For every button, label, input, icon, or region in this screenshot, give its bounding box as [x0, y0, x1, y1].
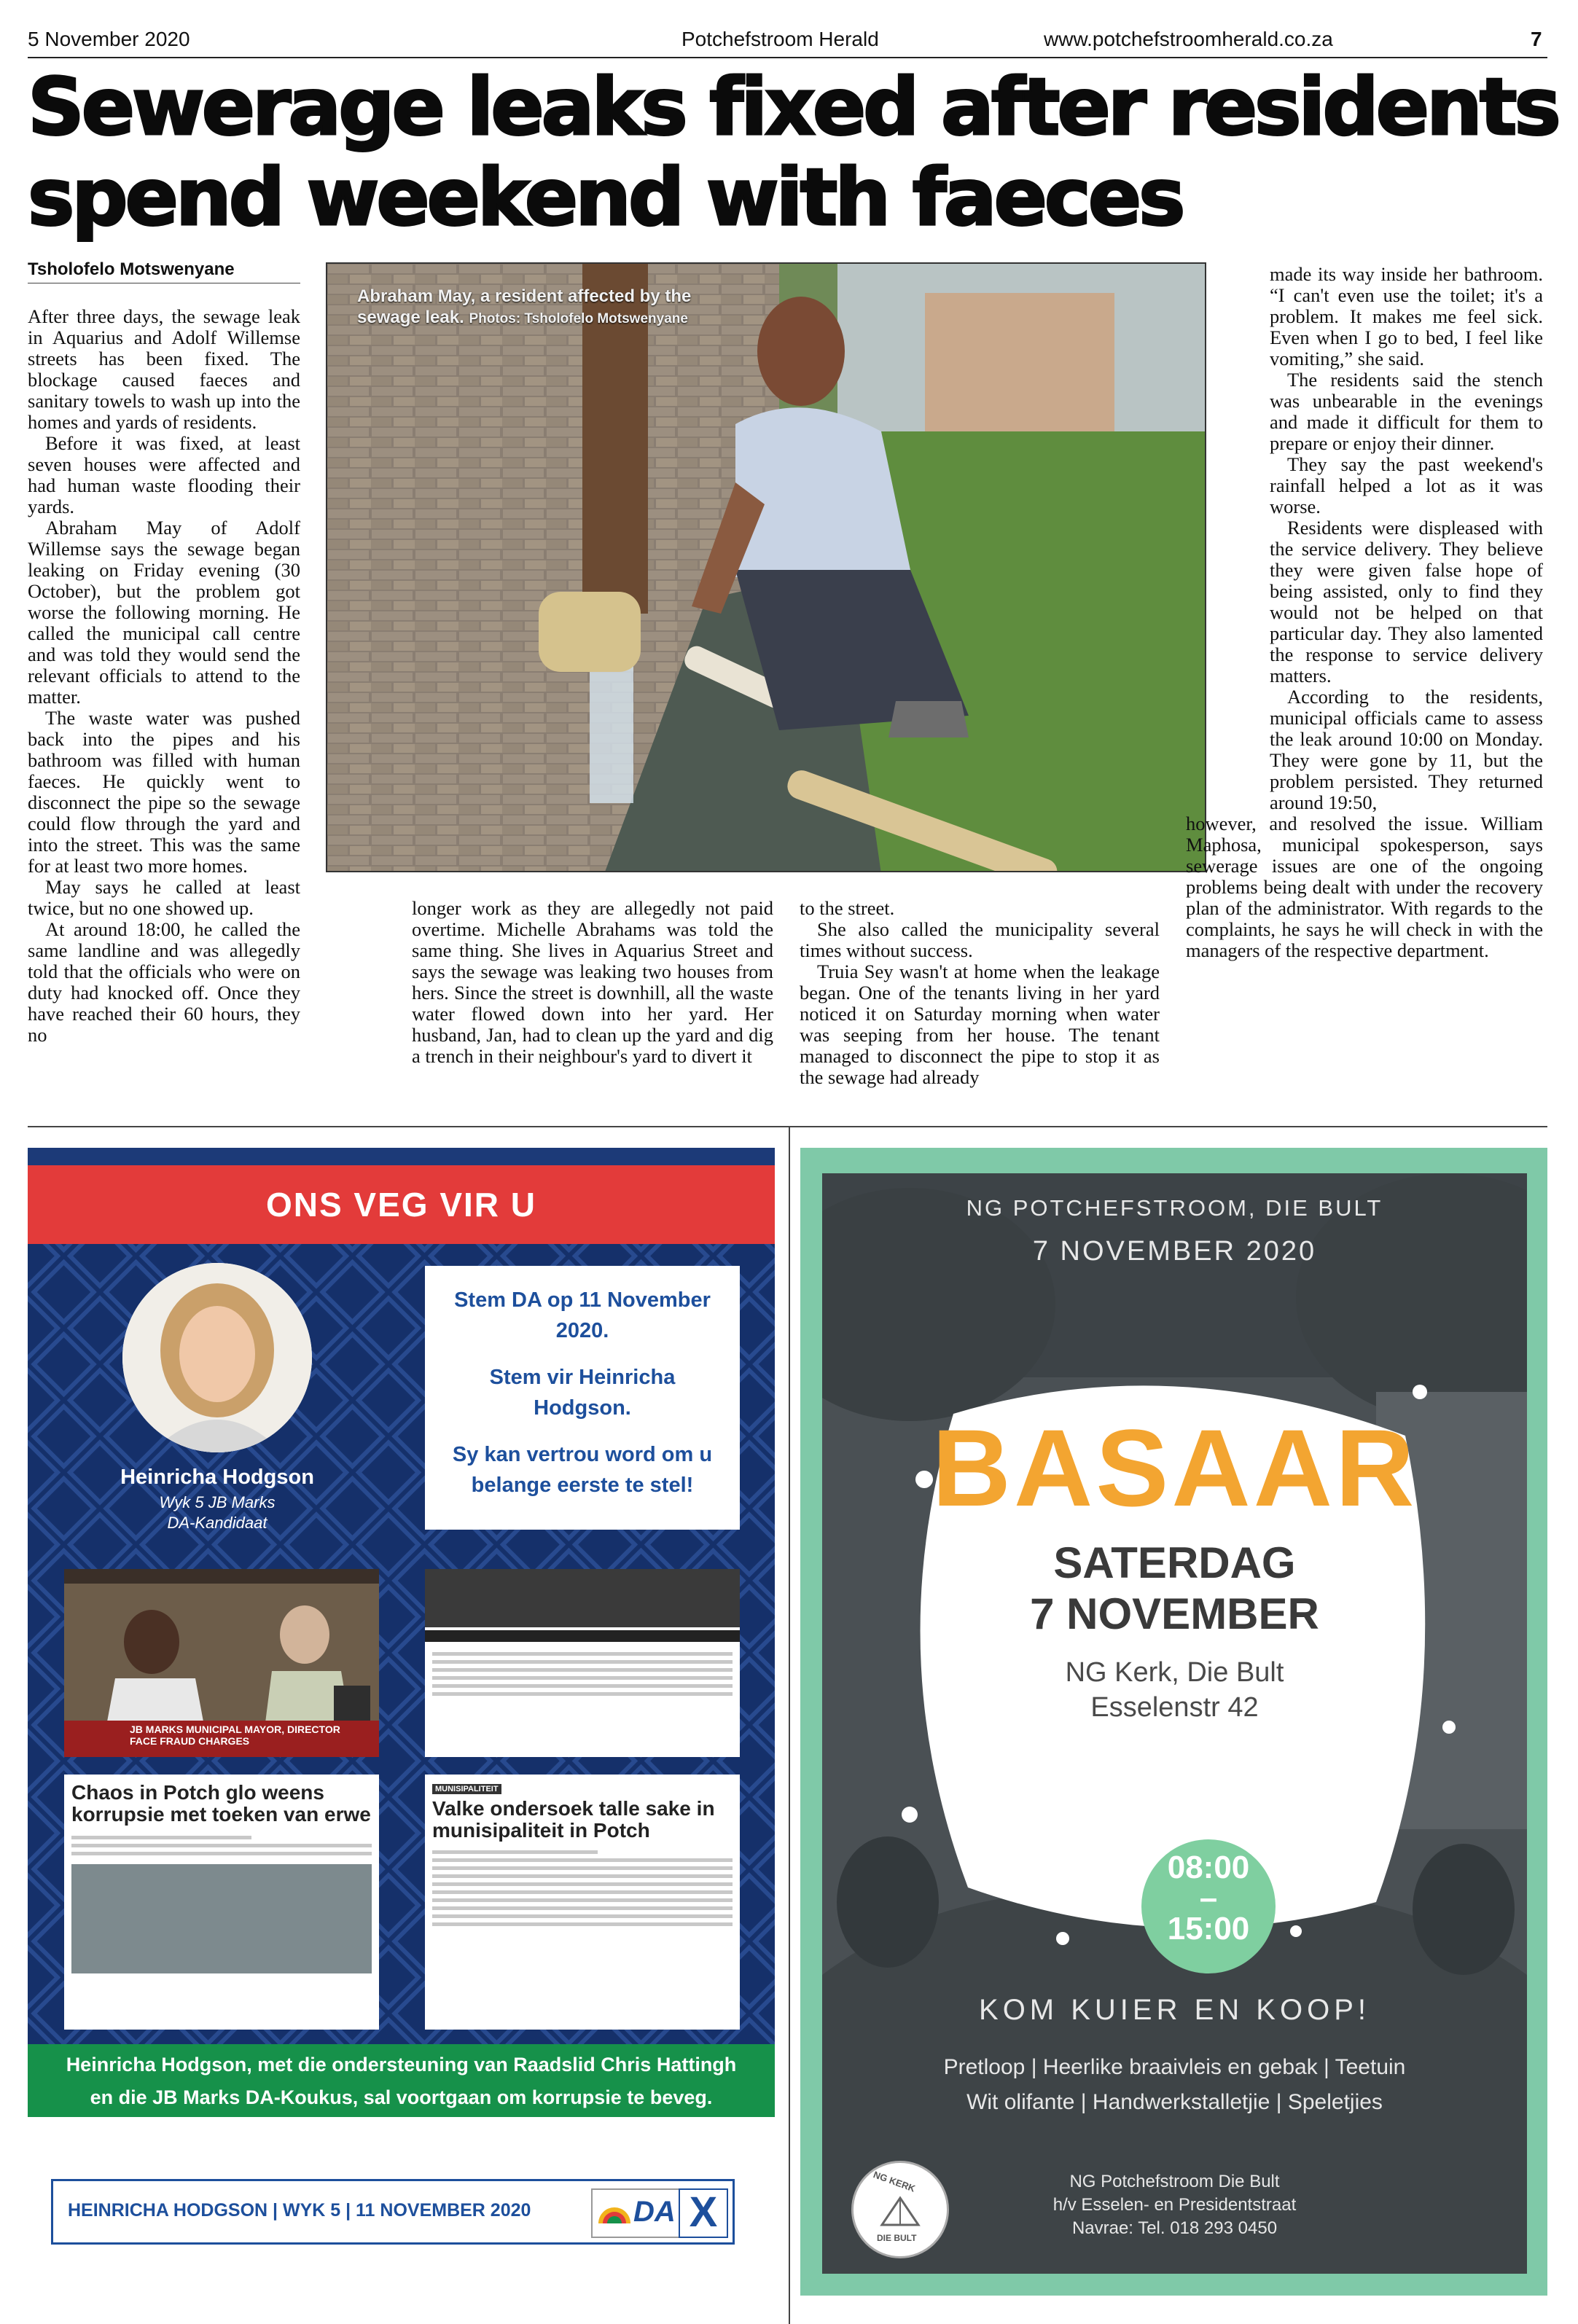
clipping-text-line	[432, 1890, 733, 1894]
tv-news-headline: JB MARKS MUNICIPAL MAYOR, DIRECTOR FACE FRAUD CHARGES	[130, 1724, 340, 1747]
clipping-text-line	[432, 1668, 733, 1672]
time-dash: –	[1199, 1880, 1218, 1916]
paragraph: The residents said the stench was unbearable in the evenings and made it difficult for them to prepare or enjoy their dinner.	[1270, 369, 1543, 454]
clipping-text-line	[71, 1844, 372, 1847]
basaar-day: SATERDAG	[1053, 1538, 1296, 1587]
headline	[28, 63, 1558, 243]
news-clipping-photo	[425, 1569, 740, 1757]
paragraph: According to the residents, municipal officials came to assess the leak around 10:00 on Monday. They were gone by 11, but the problem persisted. They returned around 19:50,	[1270, 686, 1543, 813]
basaar-activities-1: Pretloop | Heerlike braaivleis en gebak | Teetuin	[943, 2055, 1406, 2079]
basaar-footer-name: NG Potchefstroom Die Bult	[1069, 2172, 1280, 2191]
paragraph: Truia Sey wasn't at home when the leakage began. One of the tenants living in her yard noticed it on Saturday morning when water was seeping from her house. The tenant managed to disconnect the pipe to stop it as the sewage had already	[800, 960, 1160, 1088]
clipping-text-line	[432, 1922, 733, 1926]
issue-date: 5 November 2020	[28, 28, 190, 50]
basaar-date-header: 7 NOVEMBER 2020	[1032, 1236, 1317, 1267]
section-divider	[28, 1126, 1547, 1127]
seal-top-text: NG KERK	[872, 2169, 917, 2194]
clipping-text-line	[432, 1882, 733, 1886]
paragraph: The waste water was pushed back into the pipes and his bathroom was filled with human faeces. He quickly went to disconnect the pipe so the sewage could flow through the yard and into the street. This was the same for at least two more homes.	[28, 707, 300, 877]
clipping-text-line	[432, 1692, 733, 1696]
clipping-text-line	[432, 1914, 733, 1918]
clipping-text-line	[432, 1858, 733, 1862]
paragraph: Residents were displeased with the service delivery. They believe they were given false hope of being assisted, only to find they would not be helped on that particular day. They also lamented the response to service delivery matters.	[1270, 517, 1543, 686]
da-logo	[591, 2188, 680, 2238]
article-column-4	[1186, 264, 1543, 961]
candidate-portrait	[122, 1263, 312, 1452]
article-column-3	[800, 898, 1160, 1088]
headline-line-1: Sewerage leaks fixed after residents	[28, 62, 1558, 153]
ad-divider	[789, 1126, 790, 2324]
caption-text: Abraham May, a resident affected by the sewage leak.	[357, 286, 692, 327]
support-line-1: Heinricha Hodgson, met die ondersteuning van Raadslid Chris Hattingh	[66, 2054, 737, 2075]
clipping-text-line	[432, 1898, 733, 1902]
clipping-text-line	[71, 1836, 251, 1839]
paragraph: Before it was fixed, at least seven houses were affected and had human waste flooding their yards.	[28, 432, 300, 517]
da-ballot-strip	[51, 2179, 735, 2245]
clipping-image	[425, 1569, 740, 1627]
newspaper-name: Potchefstroom Herald	[681, 28, 879, 50]
tv-news-still	[64, 1569, 379, 1757]
vote-x-icon: X	[679, 2188, 728, 2238]
clipping-text-line	[432, 1660, 733, 1664]
paragraph: Abraham May of Adolf Willemse says the sewage began leaking on Friday evening (30 October), but the problem got worse the following morning. He called the municipal call centre and was told they would send the relevant officials to attend to the matter.	[28, 517, 300, 708]
basaar-venue: NG Kerk, Die Bult	[1065, 1657, 1284, 1688]
photo-credit: Photos: Tsholofelo Motswenyane	[469, 311, 688, 326]
basaar-day-date: 7 NOVEMBER	[1030, 1589, 1319, 1638]
news-clipping-chaos	[64, 1775, 379, 2030]
support-line-2: en die JB Marks DA-Koukus, sal voortgaan om korrupsie te beveg.	[90, 2086, 713, 2108]
paragraph: longer work as they are allegedly not paid overtime. Michelle Abrahams was told the same thing. She lives in Aquarius Street and says the sewage was leaking two houses from hers. Since the street is downhill, all the waste water flowed down into her yard. Her husband, Jan, had to clean up the yard and dig a trench in their neighbour's yard to divert it	[412, 897, 773, 1067]
paragraph: After three days, the sewage leak in Aquarius and Adolf Willemse streets has been fixed. The blockage caused faeces and sanitary towels to wash up into the homes and yards of residents.	[28, 305, 300, 433]
clipping-caption-bar	[425, 1630, 740, 1642]
clipping-text-line	[432, 1874, 733, 1878]
clipping-text-line	[432, 1652, 733, 1656]
clipping-text-line	[432, 1684, 733, 1688]
article-photo	[326, 262, 1206, 872]
clipping-image	[71, 1864, 372, 1973]
candidate-role: DA-Kandidaat	[167, 1514, 267, 1532]
paragraph: May says he called at least twice, but no one showed up.	[28, 876, 300, 919]
headline-line-2: spend weekend with faeces	[28, 152, 1183, 243]
paragraph: She also called the municipality several times without success.	[800, 918, 1160, 961]
page-number: 7	[1531, 28, 1542, 50]
paragraph: to the street.	[800, 897, 895, 919]
time-start: 08:00	[1167, 1850, 1250, 1885]
clipping-title: Chaos in Potch glo weens korrupsie met toeken van erwe	[71, 1781, 371, 1826]
da-green-banner	[28, 2044, 775, 2117]
basaar-footer-address: h/v Esselen- en Presidentstraat	[1052, 2195, 1297, 2215]
clipping-kicker: MUNISIPALITEIT	[432, 1784, 501, 1794]
photo-caption	[357, 286, 700, 329]
trust-text: Sy kan vertrou word om u belange eerste te stel!	[452, 1443, 713, 1497]
candidate-name: Heinricha Hodgson	[120, 1466, 314, 1489]
clipping-text-line	[432, 1866, 733, 1870]
basaar-organiser: NG POTCHEFSTROOM, DIE BULT	[966, 1195, 1383, 1221]
paragraph: They say the past weekend's rainfall helped a lot as it was worse.	[1270, 453, 1543, 517]
clipping-text-line	[71, 1852, 372, 1855]
da-top-bar	[28, 1148, 775, 1165]
da-advert	[28, 1148, 775, 2117]
column-4-top	[1186, 264, 1543, 813]
photo-illustration	[327, 264, 1206, 872]
basaar-advert	[822, 1173, 1527, 2274]
da-logo-text: DA	[633, 2196, 676, 2228]
portrait-illustration	[122, 1263, 312, 1452]
byline: Tsholofelo Motswenyane	[28, 259, 300, 283]
vote-date-text: Stem DA op 11 November 2020.	[454, 1288, 711, 1342]
vote-message-box	[425, 1266, 740, 1530]
clipping-title: Valke ondersoek talle sake in munisipaliteit in Potch	[432, 1797, 715, 1842]
news-clipping-valke	[425, 1775, 740, 2030]
basaar-footer-phone: Navrae: Tel. 018 293 0450	[1071, 2218, 1278, 2238]
vote-candidate-text: Stem vir Heinricha Hodgson.	[489, 1366, 676, 1420]
paragraph: however, and resolved the issue. William Maphosa, municipal spokesperson, says sewerage issues are one of the ongoing problems being dealt with under the recovery plan of the administrator. With regards to the complaints, he says he will check in with the managers of the respective department.	[1186, 813, 1543, 961]
clipping-text-line	[432, 1676, 733, 1680]
masthead-rule	[28, 57, 1547, 58]
seal-bottom-text: DIE BULT	[877, 2233, 917, 2243]
candidate-ward: Wyk 5 JB Marks	[159, 1493, 276, 1511]
da-banner: ONS VEG VIR U	[28, 1165, 775, 1244]
paragraph: made its way inside her bathroom. “I can't even use the toilet; it's a problem. It makes me feel sick. Even when I go to bed, I feel like vomiting,” she said.	[1270, 263, 1543, 369]
article-column-2	[412, 898, 773, 1067]
ballot-strip-text: HEINRICHA HODGSON | WYK 5 | 11 NOVEMBER 2020	[68, 2200, 531, 2221]
basaar-time	[1141, 1850, 1276, 1947]
website-link[interactable]: www.potchefstroomherald.co.za	[1044, 28, 1333, 50]
basaar-address: Esselenstr 42	[1090, 1692, 1259, 1723]
basaar-slogan: KOM KUIER EN KOOP!	[979, 1994, 1370, 2026]
paragraph: At around 18:00, he called the same landline and was allegedly told that the officials who were on duty had knocked off. Once they have reached their 60 hours, they no	[28, 918, 300, 1046]
clipping-text-line	[432, 1850, 598, 1854]
time-end: 15:00	[1167, 1911, 1250, 1947]
basaar-title: BASAAR	[931, 1406, 1418, 1529]
clipping-text-line	[432, 1906, 733, 1910]
basaar-activities-2: Wit olifante | Handwerkstalletjie | Speletjies	[966, 2090, 1383, 2114]
article-column-1	[28, 306, 300, 1046]
da-sun-icon	[595, 2202, 633, 2226]
